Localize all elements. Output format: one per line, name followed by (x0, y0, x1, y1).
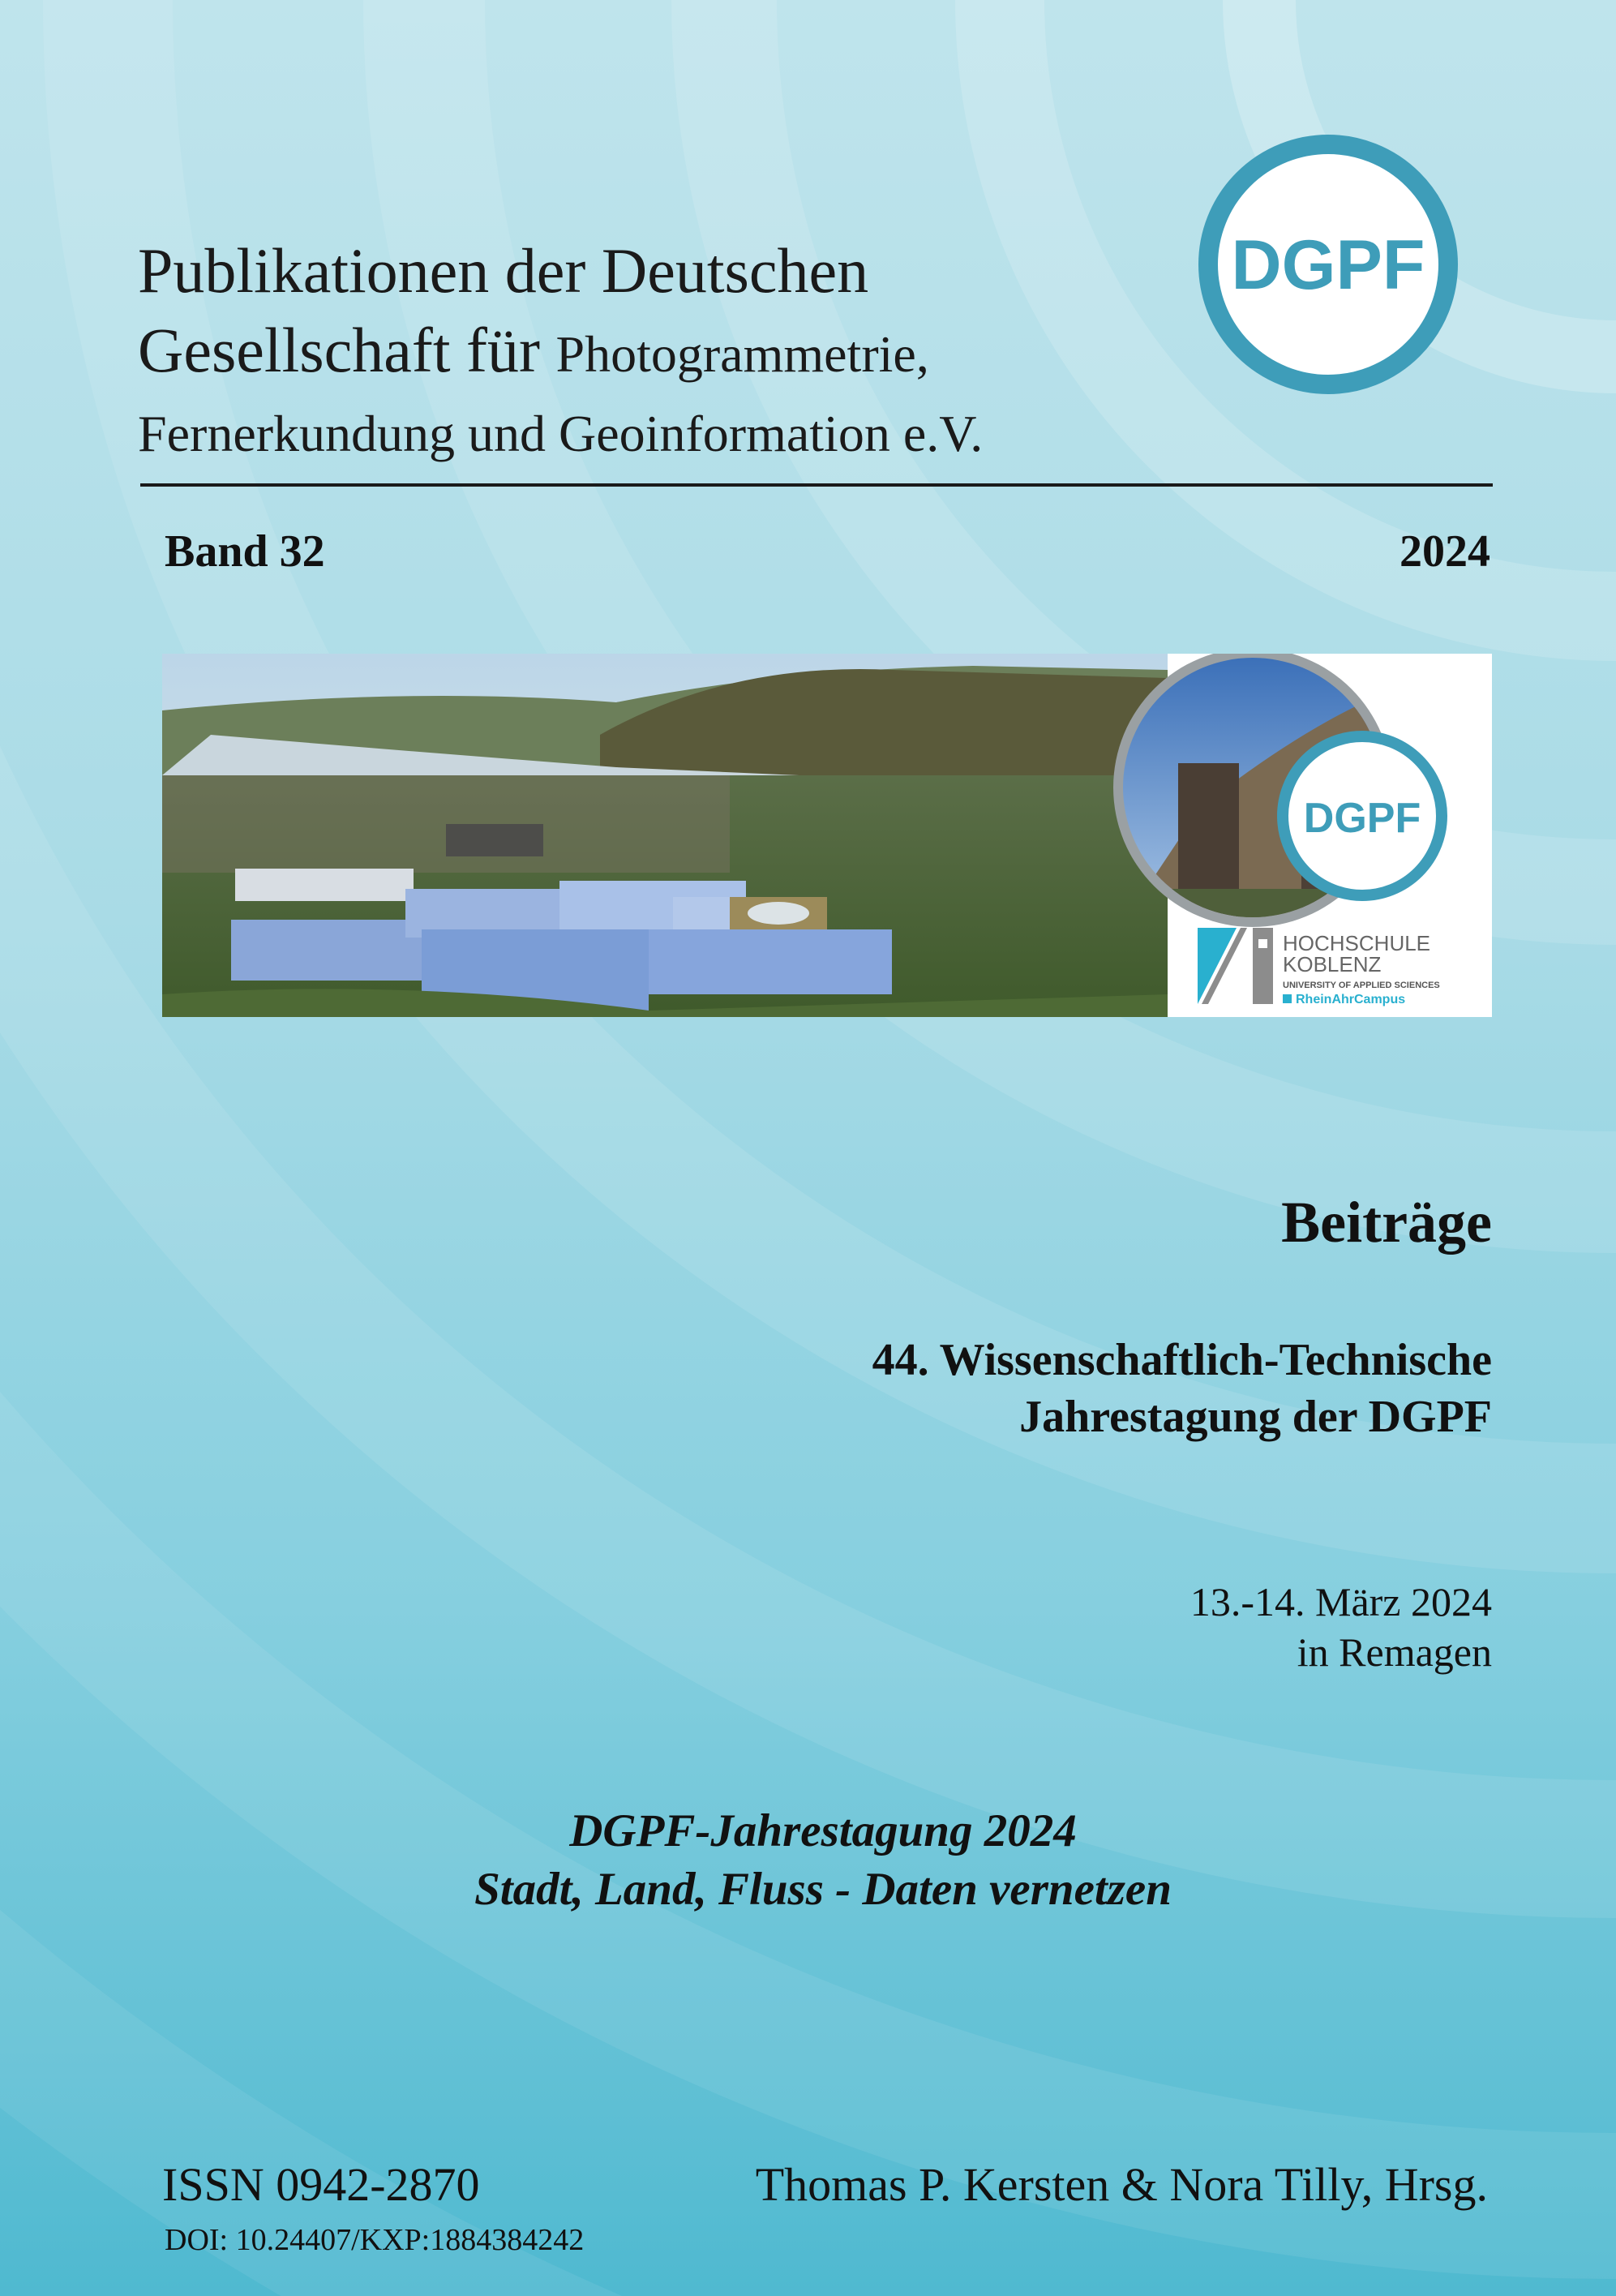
publication-title-line2-rest: Photogrammetrie, (555, 325, 929, 383)
conference-title-line1: 44. Wissenschaftlich-Technische (872, 1335, 1492, 1385)
campus-aerial-image (162, 654, 1492, 1017)
publication-title-line3: Fernerkundung und Geoinformation e.V. (138, 405, 984, 462)
publication-title-line1: Publikationen der Deutschen (138, 235, 869, 306)
event-location: in Remagen (1297, 1629, 1492, 1675)
banner-dgpf-logo-text: DGPF (1303, 795, 1421, 842)
volume-year: 2024 (1400, 526, 1490, 577)
dgpf-logo-text: DGPF (1231, 226, 1425, 304)
institution-campus: RheinAhrCampus (1296, 993, 1406, 1006)
contents-title: Beiträge (1281, 1190, 1492, 1255)
issn-number: ISSN 0942-2870 (162, 2158, 480, 2211)
conference-motto (0, 1802, 1616, 1919)
publication-title (138, 231, 1192, 474)
publication-title-line2 (138, 311, 1192, 394)
doi-identifier: DOI: 10.24407/KXP:1884384242 (165, 2223, 585, 2257)
editors: Thomas P. Kersten & Nora Tilly, Hrsg. (755, 2158, 1488, 2211)
institution-subtitle: UNIVERSITY OF APPLIED SCIENCES (1283, 981, 1440, 990)
conference-title-line2: Jahrestagung der DGPF (1019, 1392, 1492, 1442)
conference-banner (162, 654, 1492, 1017)
motto-line2: Stadt, Land, Fluss - Daten vernetzen (474, 1864, 1172, 1915)
title-divider (140, 483, 1493, 487)
conference-title (872, 1332, 1492, 1445)
institution-name-line1: HOCHSCHULE (1283, 931, 1431, 955)
dgpf-logo (1194, 130, 1463, 399)
motto-line1: DGPF-Jahrestagung 2024 (569, 1805, 1077, 1856)
publication-title-line2-main: Gesellschaft für (138, 315, 540, 385)
volume-number: Band 32 (165, 526, 325, 577)
event-info (1190, 1577, 1492, 1677)
event-dates: 13.-14. März 2024 (1189, 1579, 1492, 1624)
institution-name-line2: KOBLENZ (1283, 952, 1382, 976)
